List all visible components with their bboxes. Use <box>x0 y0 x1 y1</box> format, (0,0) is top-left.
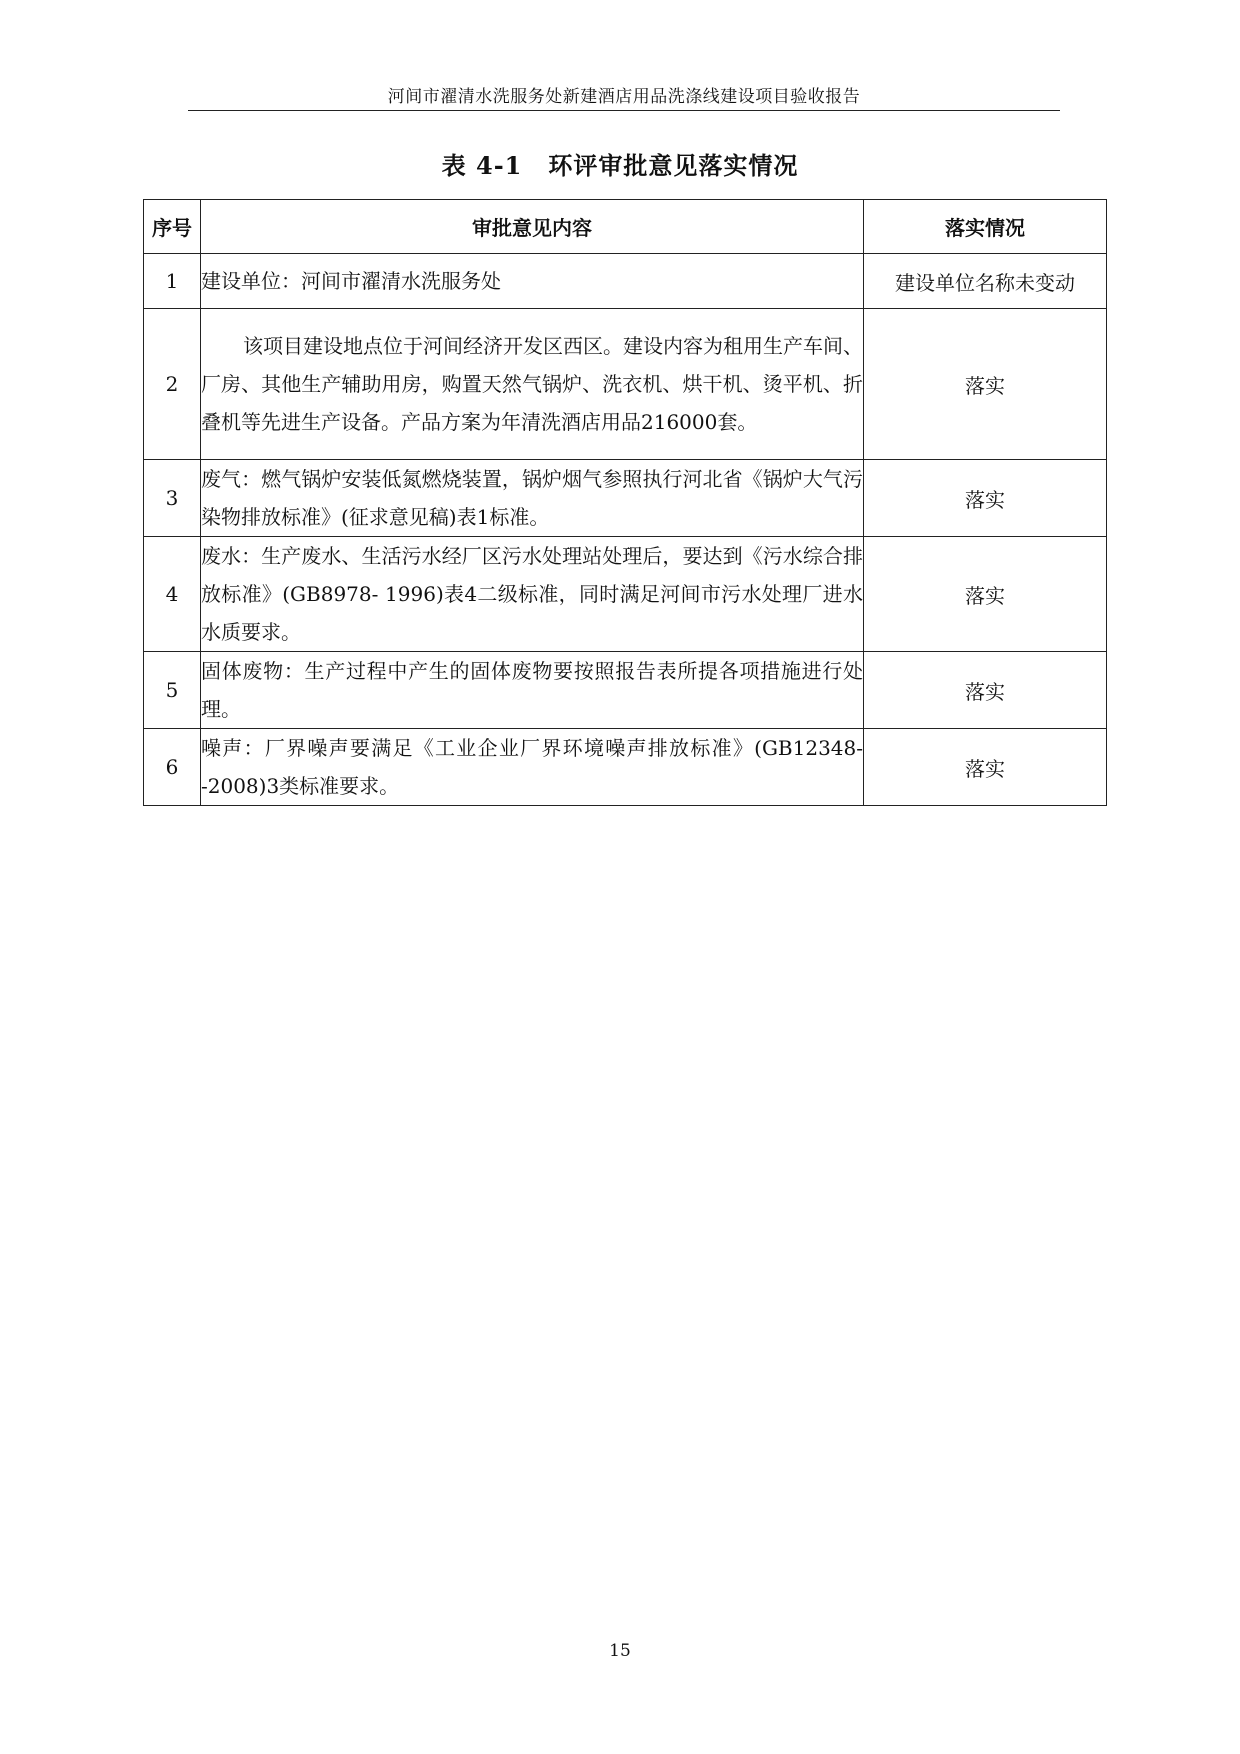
header-rule <box>188 110 1060 111</box>
table-row <box>144 254 1107 309</box>
table-row <box>144 652 1107 729</box>
row-status: 落实 <box>864 729 1107 806</box>
table-row <box>144 537 1107 652</box>
table-row <box>144 460 1107 537</box>
header-index: 序号 <box>144 200 201 254</box>
row-content: 建设单位：河间市濯清水洗服务处 <box>201 254 864 309</box>
row-status: 落实 <box>864 537 1107 652</box>
table-title <box>130 150 1110 182</box>
running-header: 河间市濯清水洗服务处新建酒店用品洗涤线建设项目验收报告 <box>387 87 861 107</box>
row-index: 4 <box>144 537 201 652</box>
header-status: 落实情况 <box>864 200 1107 254</box>
table-header-row <box>144 200 1107 254</box>
table-title-text: 环评审批意见落实情况 <box>548 151 799 180</box>
row-index: 2 <box>144 309 201 460</box>
row-status: 落实 <box>864 309 1107 460</box>
approval-table <box>143 199 1107 806</box>
row-index: 1 <box>144 254 201 309</box>
page-number: 15 <box>609 1641 631 1661</box>
row-status: 落实 <box>864 652 1107 729</box>
table-title-label: 表 4-1 <box>441 151 523 180</box>
row-index: 5 <box>144 652 201 729</box>
row-content: 废气：燃气锅炉安装低氮燃烧装置，锅炉烟气参照执行河北省《锅炉大气污染物排放标准》(征求意见稿)表1标准。 <box>201 460 864 537</box>
row-content: 固体废物：生产过程中产生的固体废物要按照报告表所提各项措施进行处理。 <box>201 652 864 729</box>
row-content: 废水：生产废水、生活污水经厂区污水处理站处理后，要达到《污水综合排放标准》(GB8978- 1996)表4二级标准，同时满足河间市污水处理厂进水水质要求。 <box>201 537 864 652</box>
table-row <box>144 729 1107 806</box>
row-content: 该项目建设地点位于河间经济开发区西区。建设内容为租用生产车间、厂房、其他生产辅助用房，购置天然气锅炉、洗衣机、烘干机、烫平机、折叠机等先进生产设备。产品方案为年清洗酒店用品216000套。 <box>201 309 864 460</box>
row-status: 落实 <box>864 460 1107 537</box>
row-index: 3 <box>144 460 201 537</box>
table-row <box>144 309 1107 460</box>
header-content: 审批意见内容 <box>201 200 864 254</box>
row-index: 6 <box>144 729 201 806</box>
row-status: 建设单位名称未变动 <box>864 254 1107 309</box>
row-content: 噪声：厂界噪声要满足《工业企业厂界环境噪声排放标准》(GB12348--2008)3类标准要求。 <box>201 729 864 806</box>
